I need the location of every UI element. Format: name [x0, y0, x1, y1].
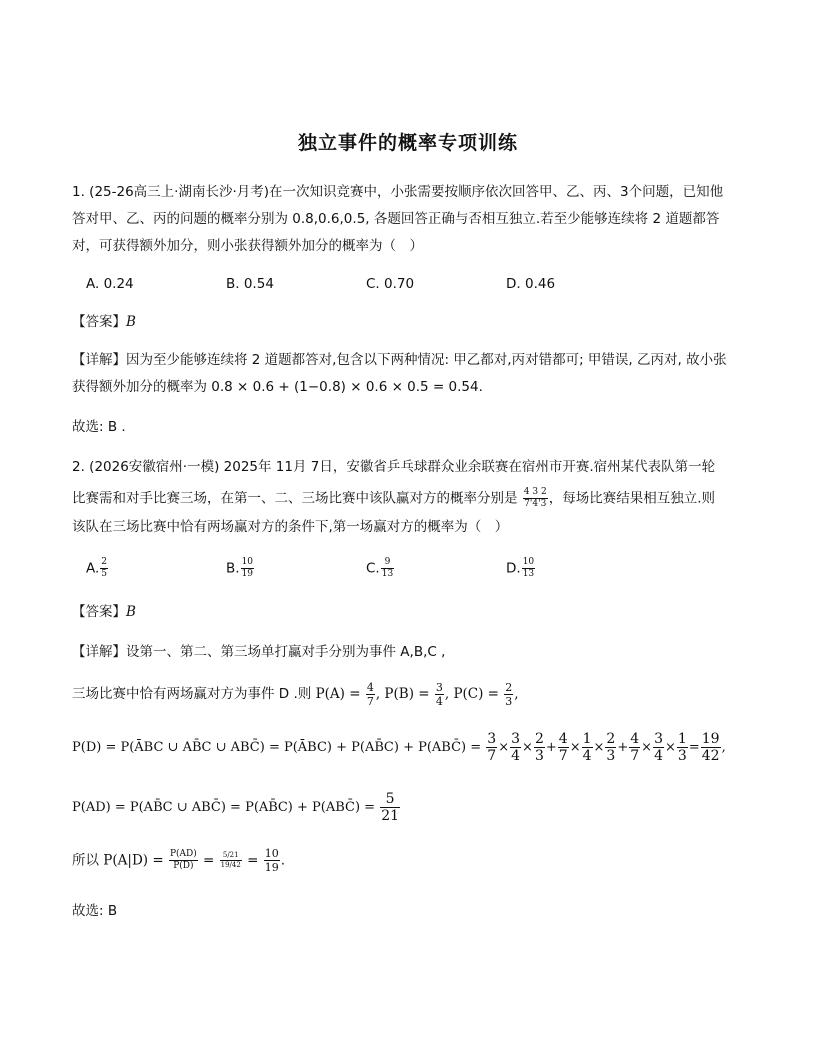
q2-detail-3: P(D) = P(ĀBC ∪ AB̄C ∪ ABC̄) = P(ĀBC) + P(AB̄C) + P(ABC̄) = $\frac{3}{7}$ × $\frac{3}{4}$ × $\frac{2}{3}$ + $\frac{4}{7}$ × $\frac{1}{4}$ × $\frac{2}{3}$ + $\frac{4}{7}$ × $\frac{3}{4}$ × $\frac{1}{3}$ = $\frac{19}{42}$ ,: [72, 731, 726, 764]
detail-text: 设第一、第二、第三场单打赢对手分别为事件 A,B,C ,: [126, 644, 446, 660]
q2-line-3: 该队在三场比赛中恰有两场赢对方的条件下,第一场赢对方的概率为（ ）: [72, 519, 509, 535]
answer-label: 【答案】: [72, 314, 126, 330]
q2-detail-5: 所以 P(A|D) = $\frac{P(AD)}{P(D)}$ = $\frac{5/21}{19/42}$ = $\frac{10}{19}$ .: [72, 847, 286, 874]
q1-line-1: 1. (25-26高三上·湖南长沙·月考)在一次知识竞赛中，小张需要按顺序依次回答甲、乙、丙、3个问题，已知他: [72, 184, 724, 200]
q2-option-d: D. $\frac{10}{13}$: [506, 557, 535, 579]
q2-probability-list: $\frac{4 3 2}{7'4'3}$: [523, 487, 547, 509]
q2-detail-2: 三场比赛中恰有两场赢对方为事件 D .则 P(A) = $\frac{4}{7}$ , P(B) = $\frac{3}{4}$ , P(C) = $\frac{2}{3}$ ,: [72, 681, 519, 708]
q2-probabilities: P(A) = $\frac{4}{7}$ , P(B) = $\frac{3}{4}$ , P(C) = $\frac{2}{3}$ ,: [315, 681, 519, 708]
q1-option-a: A. 0.24: [86, 276, 134, 292]
detail-text: 因为至少能够连续将 2 道题都答对,包含以下两种情况: 甲乙都对,丙对错都可; 甲错误, 乙丙对, 故小张: [126, 352, 727, 368]
answer-value: B: [126, 604, 136, 620]
q1-line-3: 对，可获得额外加分，则小张获得额外加分的概率为（ ）: [72, 238, 423, 254]
q2-detail-4: P(AD) = P(AB̄C ∪ ABC̄) = P(AB̄C) + P(ABC̄) = $\frac{5}{21}$: [72, 791, 400, 824]
q1-choose: 故选: B .: [72, 419, 126, 435]
q1-option-d: D. 0.46: [506, 276, 556, 292]
q2-line-1: 2. (2026安徽宿州·一模) 2025年 11月 7日，安徽省乒乓球群众业余联赛在宿州市开赛.宿州某代表队第一轮: [72, 459, 716, 475]
q2-line-2-start: 比赛需和对手比赛三场，在第一、二、三场比赛中该队赢对方的概率分别是: [72, 490, 518, 507]
q2-option-b: B. $\frac{10}{19}$: [226, 557, 254, 579]
q2-choose: 故选: B: [72, 903, 118, 919]
q2-detail-1: [72, 643, 445, 661]
answer-label: 【答案】: [72, 604, 126, 620]
q1-line-2: 答对甲、乙、丙的问题的概率分别为 0.8,0.6,0.5, 各题回答正确与否相互独立.若至少能够连续将 2 道题都答: [72, 211, 720, 227]
q1-option-c: C. 0.70: [366, 276, 415, 292]
document-title: 独立事件的概率专项训练: [297, 132, 518, 154]
q2-line-2: [72, 488, 715, 509]
q2-line-2-end: ，每场比赛结果相互独立.则: [548, 490, 715, 507]
q2-option-a: A. $\frac{2}{5}$: [86, 557, 108, 579]
q2-option-c: C. $\frac{9}{13}$: [366, 557, 394, 579]
answer-value: B: [126, 314, 136, 330]
q1-detail-1: [72, 351, 727, 369]
q1-answer: [72, 313, 136, 331]
detail-label: 【详解】: [72, 352, 126, 368]
q2-answer: [72, 603, 136, 621]
detail-label: 【详解】: [72, 644, 126, 660]
q1-detail-2: 获得额外加分的概率为 0.8 × 0.6 + (1−0.8) × 0.6 × 0.5 = 0.54.: [72, 379, 483, 395]
q1-option-b: B. 0.54: [226, 276, 274, 292]
